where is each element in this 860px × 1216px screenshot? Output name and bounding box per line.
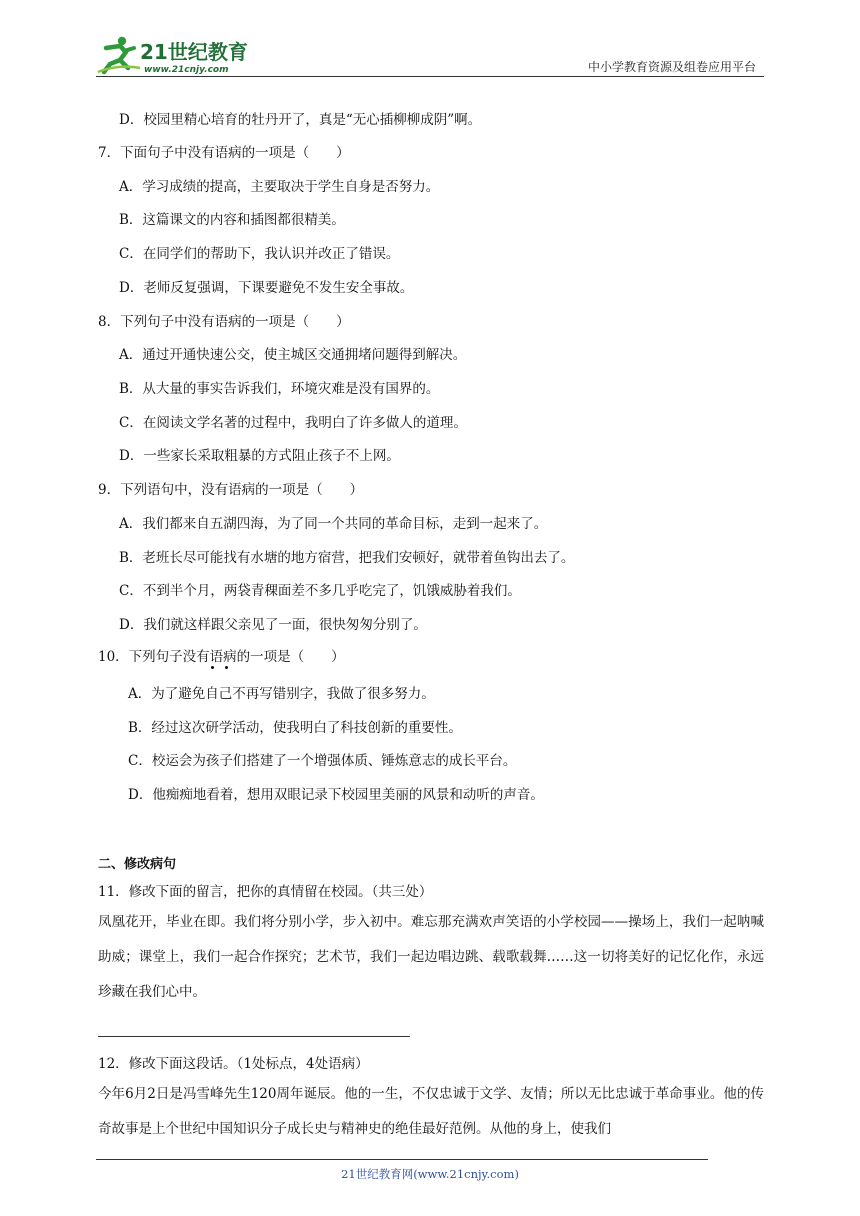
q10-option-c: C．校运会为孩子们搭建了一个增强体质、锤炼意志的成长平台。 <box>128 753 517 769</box>
emphasis-dot <box>225 666 228 669</box>
q10-option-b: B．经过这次研学活动，使我明白了科技创新的重要性。 <box>128 720 462 736</box>
q10-stem: 10．下列句子没有语病的一项是（ ） <box>98 649 345 665</box>
q8-stem: 8．下列句子中没有语病的一项是（ ） <box>98 314 350 330</box>
logo-text: 21世纪教育 <box>140 40 248 64</box>
q6-option-d: D．校园里精心培育的牡丹开了，真是“无心插柳柳成阴”啊。 <box>119 112 482 128</box>
q8-option-b: B．从大量的事实告诉我们，环境灾难是没有国界的。 <box>119 381 440 397</box>
footer-text[interactable]: 21世纪教育网(www.21cnjy.com) <box>341 1167 519 1181</box>
q9-option-b: B．老班长尽可能找有水塘的地方宿营，把我们安顿好，就带着鱼钩出去了。 <box>119 550 575 566</box>
logo-url: www.21cnjy.com <box>144 65 229 75</box>
q9-option-c: C．不到半个月，两袋青稞面差不多几乎吃完了，饥饿威胁着我们。 <box>119 583 521 599</box>
q12-passage: 今年6月2日是冯雪峰先生120周年诞辰。他的一生，不仅忠诚于文学、友情；所以无比忠诚于革命事业。他的传奇故事是上个世纪中国知识分子成长史与精神史的绝佳最好范例。从他的身上，使我们 <box>98 1086 764 1137</box>
platform-title: 中小学教育资源及组卷应用平台 <box>587 60 756 74</box>
q11-passage: 凤凰花开，毕业在即。我们将分别小学，步入初中。难忘那充满欢声笑语的小学校园——操场上，我们一起呐喊助威；课堂上，我们一起合作探究；艺术节，我们一起边唱边跳、载歌载舞……这一切将美好的记忆化作，永远珍藏在我们心中。 <box>98 914 764 1000</box>
q8-option-d: D．一些家长采取粗暴的方式阻止孩子不上网。 <box>119 448 400 464</box>
q9-option-a: A．我们都来自五湖四海，为了同一个共同的革命目标，走到一起来了。 <box>119 516 548 532</box>
q8-option-c: C．在阅读文学名著的过程中，我明白了许多做人的道理。 <box>119 415 467 431</box>
site-logo <box>96 34 266 78</box>
q12-stem: 12．修改下面这段话。（1处标点，4处语病） <box>98 1056 369 1072</box>
q10-option-a: A．为了避免自己不再写错别字，我做了很多努力。 <box>128 686 435 702</box>
footer-divider <box>96 1159 708 1160</box>
q7-option-a: A．学习成绩的提高，主要取决于学生自身是否努力。 <box>119 179 440 195</box>
q7-option-b: B．这篇课文的内容和插图都很精美。 <box>119 212 345 228</box>
q10-option-d: D．他痴痴地看着，想用双眼记录下校园里美丽的风景和动听的声音。 <box>128 787 544 803</box>
section-title: 二、修改病句 <box>98 857 177 872</box>
q11-stem: 11．修改下面的留言，把你的真情留在校园。（共三处） <box>98 884 433 900</box>
q9-stem: 9．下列语句中，没有语病的一项是（ ） <box>98 482 364 498</box>
header-divider <box>96 76 764 77</box>
runner-icon <box>98 37 140 72</box>
q9-option-d: D．我们就这样跟父亲见了一面，很快匆匆分别了。 <box>119 617 427 633</box>
q8-option-a: A．通过开通快速公交，使主城区交通拥堵问题得到解决。 <box>119 347 467 363</box>
q7-option-c: C．在同学们的帮助下，我认识并改正了错误。 <box>119 246 400 262</box>
emphasis-dot <box>211 666 214 669</box>
q7-option-d: D．老师反复强调，下课要避免不发生安全事故。 <box>119 280 414 296</box>
answer-line <box>98 1036 410 1037</box>
q7-stem: 7．下面句子中没有语病的一项是（ ） <box>98 145 350 161</box>
